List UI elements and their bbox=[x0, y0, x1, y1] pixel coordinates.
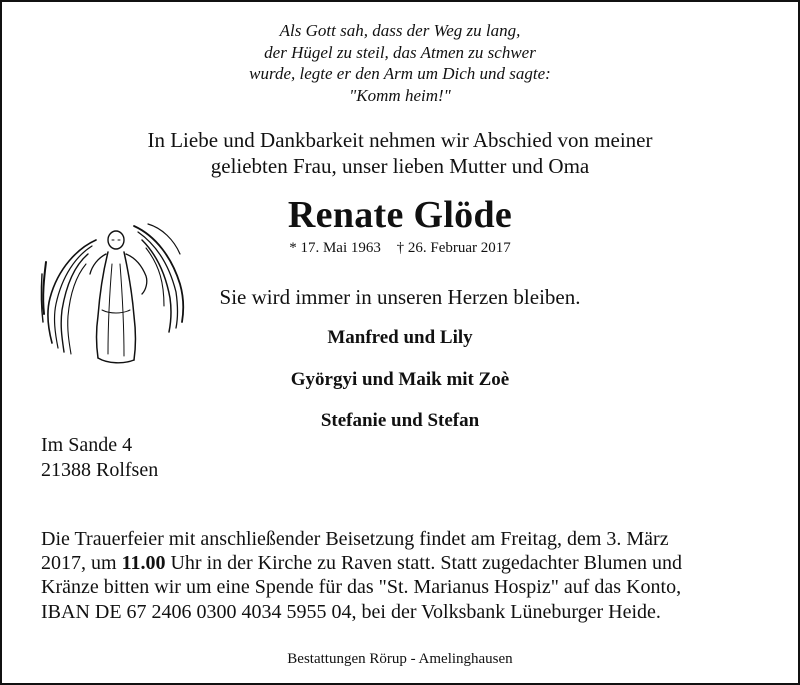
address-street: Im Sande 4 bbox=[41, 434, 133, 456]
service-line: IBAN DE 67 2406 0300 4034 5955 04, bei der Volksbank Lüneburger Heide. bbox=[41, 600, 661, 623]
service-text: 2017, um bbox=[41, 552, 122, 575]
poem-line: Als Gott sah, dass der Weg zu lang, bbox=[279, 21, 521, 40]
service-line: Kränze bitten wir um eine Spende für das "St. Marianus Hospiz" auf das Konto, bbox=[41, 576, 682, 599]
poem-line: der Hügel zu steil, das Atmen zu schwer bbox=[264, 42, 536, 62]
memorial-line: Sie wird immer in unseren Herzen bleiben. bbox=[219, 285, 581, 309]
birth-date: * 17. Mai 1963 bbox=[289, 240, 381, 256]
family-line: Manfred und Lily bbox=[327, 327, 473, 348]
poem bbox=[0, 20, 800, 106]
poem-line: wurde, legte er den Arm um Dich und sagte: bbox=[249, 64, 551, 83]
intro-text bbox=[0, 127, 800, 179]
death-date: † 26. Februar 2017 bbox=[396, 240, 511, 256]
address bbox=[41, 433, 158, 483]
intro-line: In Liebe und Dankbarkeit nehmen wir Abschied von meiner bbox=[147, 128, 653, 152]
service-line bbox=[41, 551, 781, 575]
deceased-name: Renate Glöde bbox=[287, 194, 513, 236]
poem-line: "Komm heim!" bbox=[349, 85, 451, 105]
family-line: Györgyi und Maik mit Zoè bbox=[290, 369, 510, 390]
service-time: 11.00 bbox=[121, 552, 166, 575]
family-line: Stefanie und Stefan bbox=[320, 410, 480, 431]
funeral-home-footer: Bestattungen Rörup - Amelinghausen bbox=[287, 651, 513, 667]
service-text: Uhr in der Kirche zu Raven statt. Statt zugedachter Blumen und bbox=[165, 552, 682, 575]
service-details bbox=[41, 527, 781, 624]
service-line: Die Trauerfeier mit anschließender Beisetzung findet am Freitag, dem 3. März bbox=[41, 528, 669, 550]
intro-line: geliebten Frau, unser lieben Mutter und Oma bbox=[210, 154, 590, 178]
address-city: 21388 Rolfsen bbox=[41, 459, 159, 481]
